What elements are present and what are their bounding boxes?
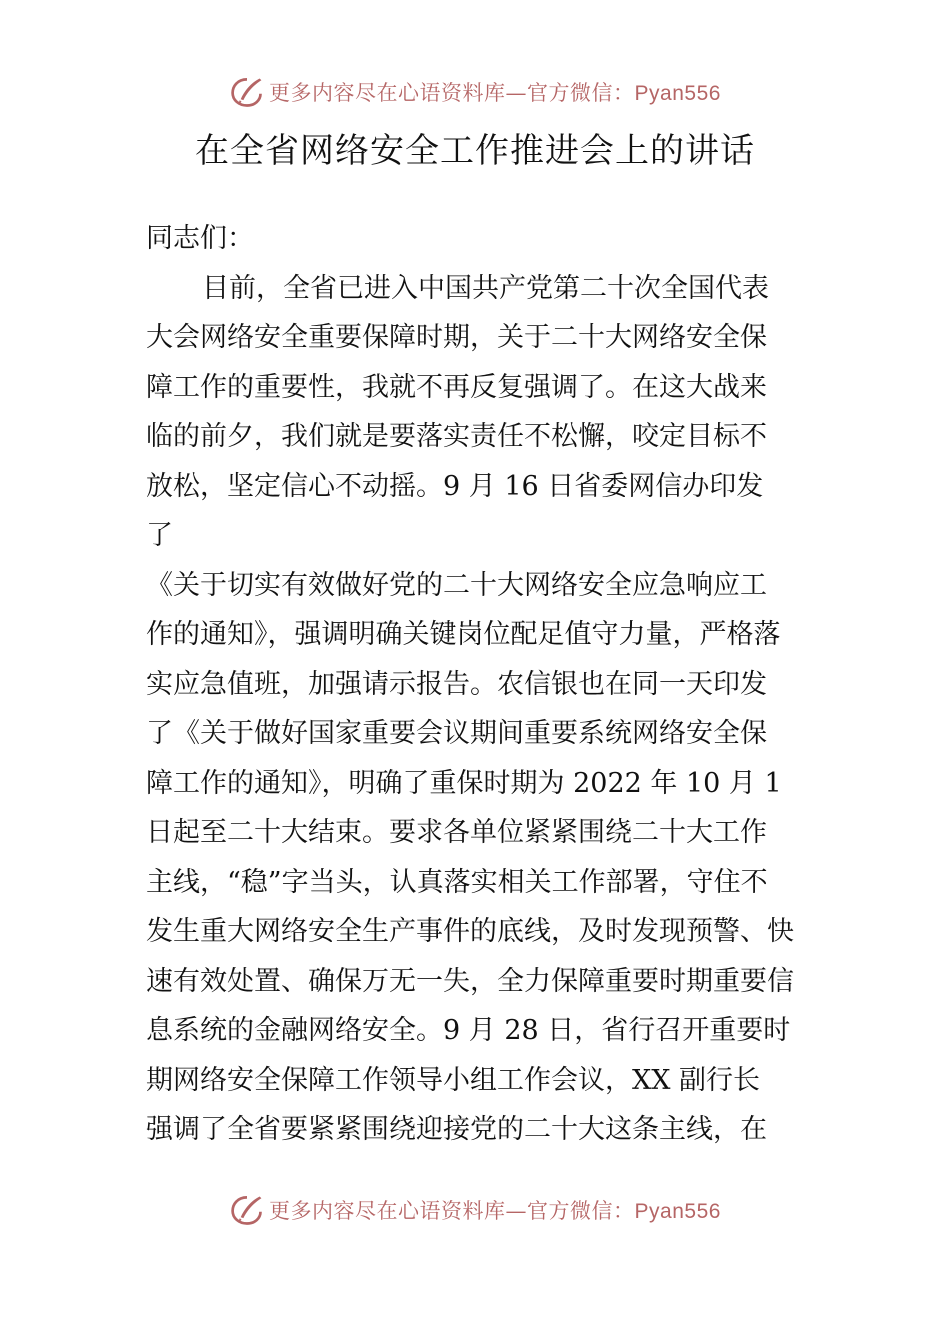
document-body xyxy=(146,214,826,1155)
paragraph-line: 障工作的通知》，明确了重保时期为 2022 年 10 月 1 xyxy=(146,767,782,799)
paragraph-line: 《关于切实有效做好党的二十大网络安全应急响应工 xyxy=(146,569,767,601)
quill-logo-icon xyxy=(229,74,265,110)
paragraph-line: 日起至二十大结束。要求各单位紧紧围绕二十大工作 xyxy=(146,817,767,848)
paragraph-line: 期网络安全保障工作领导小组工作会议，XX 副行长 xyxy=(146,1064,761,1096)
paragraph-line: 目前，全省已进入中国共产党第二十次全国代表 xyxy=(202,272,769,304)
watermark-text: 更多内容尽在心语资料库—官方微信：Pyan556 xyxy=(269,1199,721,1223)
quill-logo-icon xyxy=(229,1192,265,1228)
paragraph-line: 发生重大网络安全生产事件的底线，及时发现预警、快 xyxy=(146,916,794,947)
paragraph-line: 大会网络安全重要保障时期，关于二十大网络安全保 xyxy=(146,322,767,353)
watermark-text: 更多内容尽在心语资料库—官方微信：Pyan556 xyxy=(269,81,721,105)
watermark-header xyxy=(0,72,950,112)
paragraph-line: 临的前夕，我们就是要落实责任不松懈，咬定目标不 xyxy=(146,421,767,452)
salutation: 同志们： xyxy=(146,223,254,254)
document-title: 在全省网络安全工作推进会上的讲话 xyxy=(195,131,755,171)
paragraph-line: 息系统的金融网络安全。9 月 28 日，省行召开重要时 xyxy=(146,1015,791,1046)
paragraph-line: 实应急值班，加强请示报告。农信银也在同一天印发 xyxy=(146,668,767,700)
paragraph-line: 了 xyxy=(146,520,173,551)
paragraph-line: 主线，“稳”字当头，认真落实相关工作部署，守住不 xyxy=(146,866,768,898)
paragraph-line: 强调了全省要紧紧围绕迎接党的二十大这条主线，在 xyxy=(146,1114,767,1145)
paragraph-line: 了《关于做好国家重要会议期间重要系统网络安全保 xyxy=(146,718,767,749)
watermark-footer xyxy=(0,1190,950,1230)
paragraph-line: 放松，坚定信心不动摇。9 月 16 日省委网信办印发 xyxy=(146,470,764,502)
paragraph-line: 速有效处置、确保万无一失，全力保障重要时期重要信 xyxy=(146,965,794,997)
paragraph-line: 作的通知》，强调明确关键岗位配足值守力量，严格落 xyxy=(146,619,781,650)
paragraph-line: 障工作的重要性，我就不再反复强调了。在这大战来 xyxy=(146,371,767,403)
